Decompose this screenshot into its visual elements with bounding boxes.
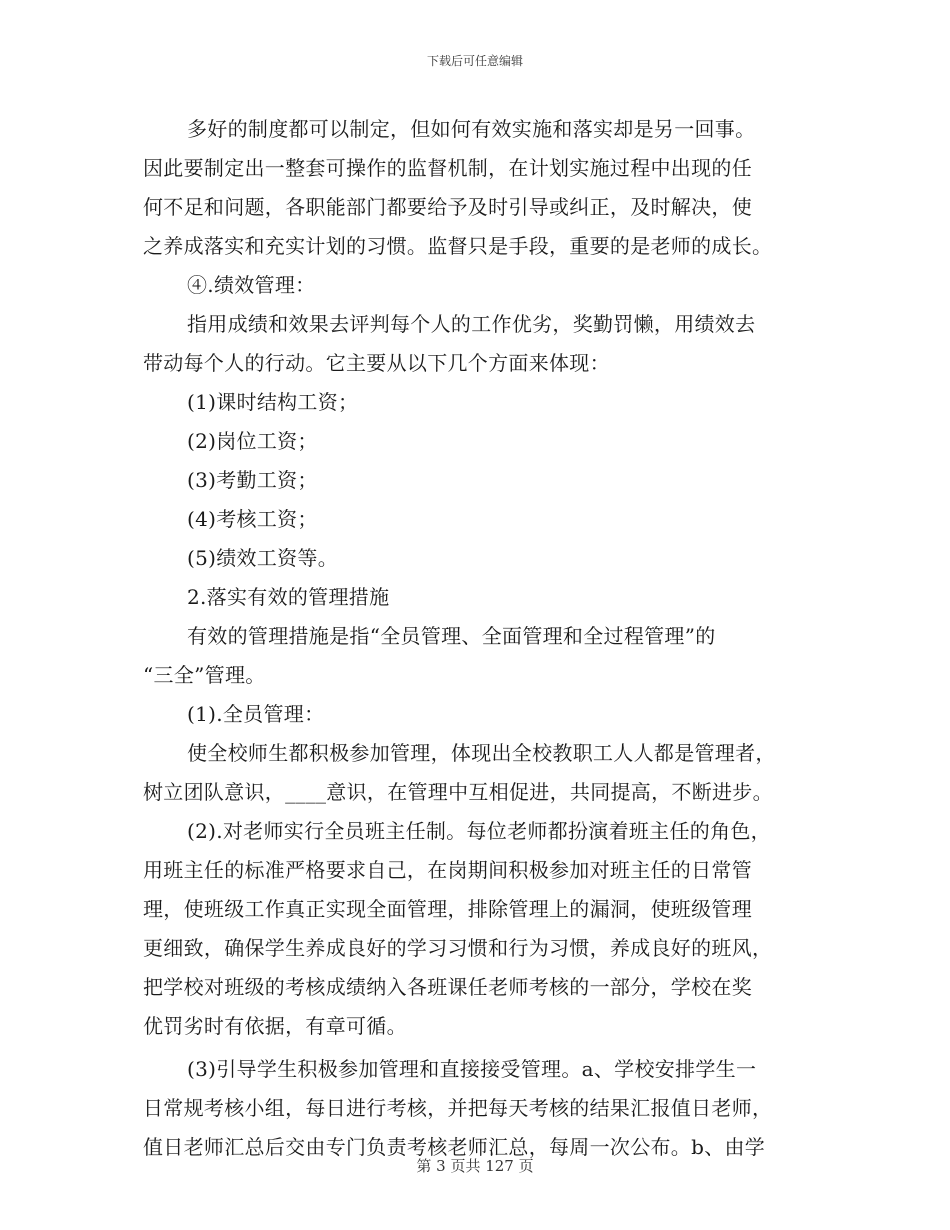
paragraph-line: 使全校师生都积极参加管理，体现出全校教职工人人都是管理者， [187,741,776,765]
page-header: 下载后可任意编辑 [426,54,523,68]
list-item: (3)考勤工资； [187,468,318,492]
section-heading: 2.落实有效的管理措施 [187,585,390,609]
paragraph-line: 因此要制定出一整套可操作的监督机制，在计划实施过程中出现的任 [143,156,752,180]
paragraph-line: 树立团队意识，____意识，在管理中互相促进，共同提高，不断进步。 [143,780,773,804]
list-item: (4)考核工资； [187,507,318,531]
paragraph-line: (3)引导学生积极参加管理和直接接受管理。a、学校安排学生一 [187,1057,757,1081]
document-body [143,110,805,1167]
paragraph-line: 指用成绩和效果去评判每个人的工作优劣，奖勤罚懒，用绩效去 [187,312,756,336]
paragraph-line: (2).对老师实行全员班主任制。每位老师都扮演着班主任的角色， [187,819,771,843]
paragraph-line: 多好的制度都可以制定，但如何有效实施和落实却是另一回事。 [187,117,756,141]
section-heading: ④.绩效管理： [187,273,316,297]
section-heading: (1).全员管理： [187,702,325,726]
paragraph-line: 带动每个人的行动。它主要从以下几个方面来体现： [143,351,610,375]
paragraph-line: 优罚劣时有依据，有章可循。 [143,1014,407,1038]
page-footer: 第 3 页共 127 页 [416,1157,534,1175]
paragraph-line: 更细致，确保学生养成良好的学习习惯和行为习惯，养成良好的班风， [143,936,773,960]
paragraph-line: 理，使班级工作真正实现全面管理，排除管理上的漏洞，使班级管理 [143,897,752,921]
paragraph-line: 日常规考核小组，每日进行考核，并把每天考核的结果汇报值日老师， [143,1096,773,1120]
list-item: (1)课时结构工资； [187,390,359,414]
paragraph-line: 之养成落实和充实计划的习惯。监督只是手段，重要的是老师的成长。 [143,234,773,258]
list-item: (5)绩效工资等。 [187,546,339,570]
paragraph-line: 值日老师汇总后交由专门负责考核老师汇总，每周一次公布。b、由学 [143,1135,766,1159]
paragraph-line: 用班主任的标准严格要求自己，在岗期间积极参加对班主任的日常管 [143,858,752,882]
paragraph-line: 有效的管理措施是指“全员管理、全面管理和全过程管理”的 [187,624,716,648]
paragraph-line: 何不足和问题，各职能部门都要给予及时引导或纠正，及时解决，使 [143,195,752,219]
list-item: (2)岗位工资； [187,429,318,453]
paragraph-line: 把学校对班级的考核成绩纳入各班课任老师考核的一部分，学校在奖 [143,975,752,999]
paragraph-line: “三全”管理。 [143,663,266,687]
